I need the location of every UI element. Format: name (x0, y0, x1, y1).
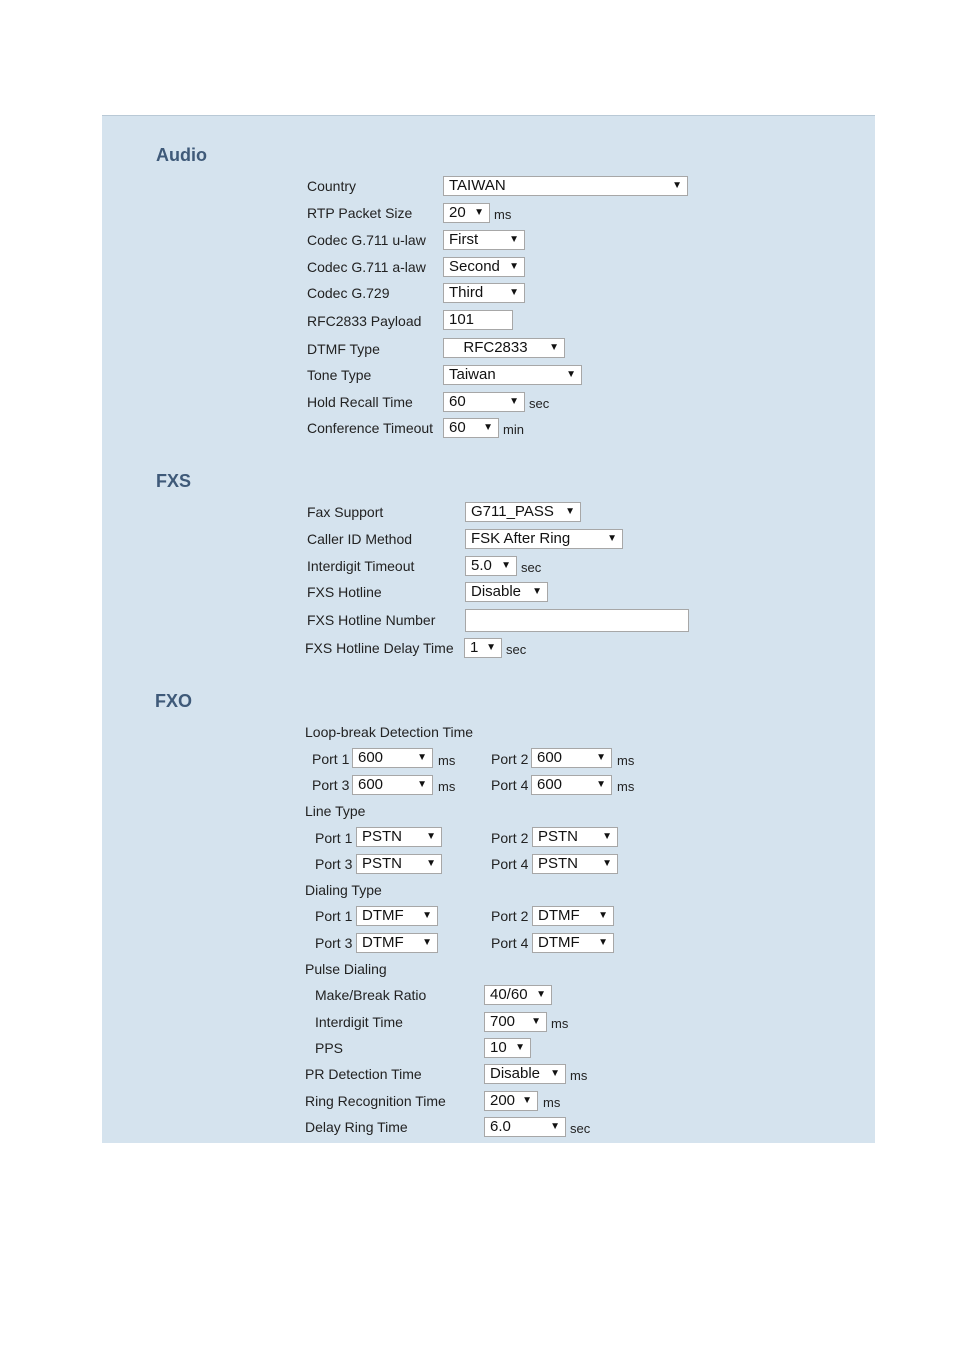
pps-value: 10 (490, 1039, 507, 1056)
dialing-type-port1-value: DTMF (362, 907, 404, 924)
ring-recognition-time-unit: ms (543, 1095, 561, 1110)
codec-g729-value: Third (449, 284, 484, 301)
rfc2833-payload-input[interactable]: 101 (443, 310, 513, 330)
fxs-hotline-delay-select[interactable] (464, 638, 502, 658)
pr-detection-time-value: Disable (490, 1065, 541, 1082)
chevron-down-icon: ▼ (501, 560, 511, 571)
loop-break-port2-label: Port 2 (491, 751, 529, 767)
dialing-type-port4-value: DTMF (538, 934, 580, 951)
pps-label: PPS (315, 1040, 344, 1056)
fxs-hotline-delay-label: FXS Hotline Delay Time (305, 640, 454, 656)
dialing-type-port1-select[interactable] (356, 906, 438, 926)
dialing-type-port2-select[interactable] (532, 906, 614, 926)
codec-g711-alaw-select[interactable] (443, 257, 525, 277)
section-title-fxs: FXS (156, 471, 192, 491)
chevron-down-icon: ▼ (515, 1042, 525, 1053)
chevron-down-icon: ▼ (522, 1095, 532, 1106)
line-type-label: Line Type (305, 803, 366, 819)
caller-id-method-label: Caller ID Method (307, 531, 413, 547)
chevron-down-icon: ▼ (565, 506, 575, 517)
loop-break-port1-unit: ms (438, 753, 456, 768)
conference-timeout-label: Conference Timeout (307, 420, 434, 436)
dialing-type-port3-select[interactable] (356, 933, 438, 953)
loop-break-port2-unit: ms (617, 753, 635, 768)
chevron-down-icon: ▼ (602, 831, 612, 842)
chevron-down-icon: ▼ (417, 779, 427, 790)
dtmf-type-label: DTMF Type (307, 341, 380, 357)
dialing-type-port3-label: Port 3 (315, 935, 353, 951)
chevron-down-icon: ▼ (550, 1121, 560, 1132)
chevron-down-icon: ▼ (509, 261, 519, 272)
interdigit-timeout-label: Interdigit Timeout (307, 558, 415, 574)
codec-g711-ulaw-label: Codec G.711 u-law (307, 232, 426, 248)
line-type-port2-label: Port 2 (491, 830, 529, 846)
codec-g711-ulaw-value: First (449, 231, 479, 248)
hold-recall-time-select[interactable] (443, 392, 525, 412)
settings-panel (102, 115, 875, 1143)
dialing-type-port2-label: Port 2 (491, 908, 529, 924)
pulse-interdigit-time-label: Interdigit Time (315, 1014, 403, 1030)
codec-g711-alaw-label: Codec G.711 a-law (307, 259, 426, 275)
make-break-ratio-value: 40/60 (490, 986, 528, 1003)
hold-recall-time-value: 60 (449, 393, 466, 410)
loop-break-port4-select[interactable] (531, 775, 612, 795)
loop-break-port2-value: 600 (537, 749, 563, 766)
loop-break-port4-label: Port 4 (491, 777, 529, 793)
chevron-down-icon: ▼ (509, 396, 519, 407)
fxs-hotline-number-label: FXS Hotline Number (307, 612, 436, 628)
chevron-down-icon: ▼ (422, 910, 432, 921)
delay-ring-time-unit: sec (570, 1121, 591, 1136)
chevron-down-icon: ▼ (483, 422, 493, 433)
fxs-hotline-delay-unit: sec (506, 642, 527, 657)
dialing-type-port1-label: Port 1 (315, 908, 353, 924)
pr-detection-time-label: PR Detection Time (305, 1066, 422, 1082)
loop-break-port3-label: Port 3 (312, 777, 350, 793)
loop-break-port3-select[interactable] (352, 775, 433, 795)
hold-recall-time-unit: sec (529, 396, 550, 411)
chevron-down-icon: ▼ (474, 207, 484, 218)
chevron-down-icon: ▼ (549, 342, 559, 353)
chevron-down-icon: ▼ (509, 287, 519, 298)
loop-break-port2-select[interactable] (531, 748, 612, 768)
pulse-interdigit-time-value: 700 (490, 1013, 516, 1030)
conference-timeout-select[interactable] (443, 418, 499, 438)
country-label: Country (307, 178, 357, 194)
caller-id-method-value: FSK After Ring (471, 530, 571, 547)
section-title-audio: Audio (156, 145, 207, 165)
chevron-down-icon: ▼ (598, 937, 608, 948)
interdigit-timeout-select[interactable] (465, 556, 517, 576)
line-type-port3-label: Port 3 (315, 856, 353, 872)
codec-g729-label: Codec G.729 (307, 285, 390, 301)
chevron-down-icon: ▼ (532, 586, 542, 597)
caller-id-method-select[interactable] (465, 529, 623, 549)
line-type-port2-select[interactable] (532, 827, 618, 847)
chevron-down-icon: ▼ (550, 1068, 560, 1079)
pulse-dialing-label: Pulse Dialing (305, 961, 387, 977)
loop-break-port1-label: Port 1 (312, 751, 350, 767)
hold-recall-time-label: Hold Recall Time (307, 394, 413, 410)
dialing-type-port3-value: DTMF (362, 934, 404, 951)
chevron-down-icon: ▼ (426, 858, 436, 869)
make-break-ratio-label: Make/Break Ratio (315, 987, 427, 1003)
chevron-down-icon: ▼ (596, 752, 606, 763)
section-title-fxo: FXO (155, 691, 193, 711)
conference-timeout-value: 60 (449, 419, 466, 436)
pulse-interdigit-time-unit: ms (551, 1016, 569, 1031)
loop-break-port3-value: 600 (358, 776, 384, 793)
chevron-down-icon: ▼ (598, 910, 608, 921)
rtp-packet-size-label: RTP Packet Size (307, 205, 413, 221)
loop-break-port1-select[interactable] (352, 748, 433, 768)
line-type-port2-value: PSTN (538, 828, 579, 845)
fxs-hotline-label: FXS Hotline (307, 584, 382, 600)
rtp-packet-size-unit: ms (494, 207, 512, 222)
fax-support-select[interactable] (465, 502, 581, 522)
rfc2833-payload-label: RFC2833 Payload (307, 313, 422, 329)
codec-g729-select[interactable] (443, 283, 525, 303)
loop-break-port1-value: 600 (358, 749, 384, 766)
ring-recognition-time-value: 200 (490, 1092, 516, 1109)
line-type-port1-label: Port 1 (315, 830, 353, 846)
fax-support-value: G711_PASS (471, 503, 554, 520)
ring-recognition-time-select[interactable] (484, 1091, 538, 1111)
pps-select[interactable] (484, 1038, 531, 1058)
line-type-port4-value: PSTN (538, 855, 579, 872)
chevron-down-icon: ▼ (486, 642, 496, 653)
line-type-port4-select[interactable] (532, 854, 618, 874)
pr-detection-time-unit: ms (570, 1068, 588, 1083)
dialing-type-port4-label: Port 4 (491, 935, 529, 951)
loop-break-port4-value: 600 (537, 776, 563, 793)
tone-type-label: Tone Type (307, 367, 372, 383)
chevron-down-icon: ▼ (596, 779, 606, 790)
chevron-down-icon: ▼ (602, 858, 612, 869)
chevron-down-icon: ▼ (426, 831, 436, 842)
ring-recognition-time-label: Ring Recognition Time (305, 1093, 446, 1109)
loop-break-label: Loop-break Detection Time (305, 724, 474, 740)
fxs-hotline-select[interactable] (465, 582, 548, 602)
delay-ring-time-label: Delay Ring Time (305, 1119, 408, 1135)
loop-break-port4-unit: ms (617, 779, 635, 794)
tone-type-select[interactable] (443, 365, 582, 385)
chevron-down-icon: ▼ (536, 989, 546, 1000)
chevron-down-icon: ▼ (566, 369, 576, 380)
codec-g711-alaw-value: Second (449, 258, 500, 275)
fxs-hotline-number-input[interactable] (465, 609, 689, 632)
interdigit-timeout-value: 5.0 (471, 557, 492, 574)
line-type-port4-label: Port 4 (491, 856, 529, 872)
fax-support-label: Fax Support (307, 504, 384, 520)
interdigit-timeout-unit: sec (521, 560, 542, 575)
chevron-down-icon: ▼ (417, 752, 427, 763)
dialing-type-port4-select[interactable] (532, 933, 614, 953)
codec-g711-ulaw-select[interactable] (443, 230, 525, 250)
dtmf-type-value: RFC2833 (463, 339, 528, 356)
line-type-port3-value: PSTN (362, 855, 403, 872)
pr-detection-time-select[interactable] (484, 1064, 566, 1084)
delay-ring-time-select[interactable] (484, 1117, 566, 1137)
rtp-packet-size-select[interactable] (443, 203, 490, 223)
conference-timeout-unit: min (503, 422, 524, 437)
dialing-type-label: Dialing Type (305, 882, 382, 898)
chevron-down-icon: ▼ (422, 937, 432, 948)
country-select[interactable] (443, 176, 688, 196)
loop-break-port3-unit: ms (438, 779, 456, 794)
chevron-down-icon: ▼ (509, 234, 519, 245)
country-value: TAIWAN (449, 177, 506, 194)
dtmf-type-select[interactable] (443, 338, 565, 358)
line-type-port1-select[interactable] (356, 827, 442, 847)
pulse-interdigit-time-select[interactable] (484, 1012, 547, 1032)
tone-type-value: Taiwan (449, 366, 496, 383)
fxs-hotline-delay-value: 1 (470, 639, 479, 656)
line-type-port1-value: PSTN (362, 828, 403, 845)
chevron-down-icon: ▼ (531, 1016, 541, 1027)
delay-ring-time-value: 6.0 (490, 1118, 511, 1135)
dialing-type-port2-value: DTMF (538, 907, 580, 924)
line-type-port3-select[interactable] (356, 854, 442, 874)
fxs-hotline-value: Disable (471, 583, 522, 600)
chevron-down-icon: ▼ (672, 180, 682, 191)
rtp-packet-size-value: 20 (449, 204, 466, 221)
chevron-down-icon: ▼ (607, 533, 617, 544)
make-break-ratio-select[interactable] (484, 985, 552, 1005)
